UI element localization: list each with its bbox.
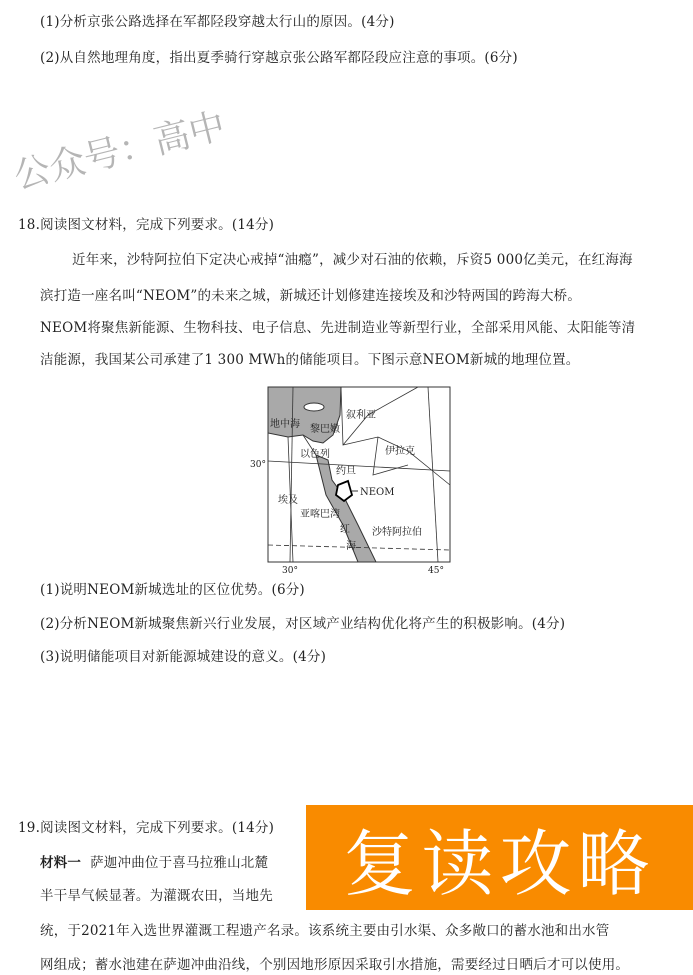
map-label-iraq: 伊拉克 bbox=[385, 446, 415, 457]
map-label-mediterranean: 地中海 bbox=[270, 419, 300, 430]
map-label-jordan: 约旦 bbox=[336, 466, 356, 477]
q18-para-line: 洁能源，我国某公司承建了1 300 MWh的储能项目。下图示意NEOM新城的地理位置。 bbox=[40, 352, 580, 368]
map-label-neom: NEOM bbox=[360, 487, 395, 498]
q19-line: 半干旱气候显著。为灌溉农田，当地先 bbox=[40, 888, 273, 904]
map-label-aqaba: 亚喀巴湾 bbox=[300, 509, 340, 520]
q18-header: 18.阅读图文材料，完成下列要求。(14分) bbox=[18, 217, 275, 233]
watermark: 公众号：高中 bbox=[9, 105, 230, 198]
lat-label: 30° bbox=[250, 460, 266, 470]
q18-sub1: (1)说明NEOM新城选址的区位优势。(6分) bbox=[40, 582, 305, 598]
q18-sub3: (3)说明储能项目对新能源城建设的意义。(4分) bbox=[40, 649, 327, 665]
map-label-syria: 叙利亚 bbox=[346, 410, 376, 421]
promo-banner: 复读攻略 bbox=[306, 805, 693, 910]
q18-para-line: 近年来，沙特阿拉伯下定决心戒掉“油瘾”，减少对石油的依赖，斥资5 000亿美元，在红海海 bbox=[72, 252, 633, 268]
map-label-red-sea: 海 bbox=[346, 541, 356, 552]
map-label-lebanon: 黎巴嫩 bbox=[310, 424, 340, 435]
q17-sub1: (1)分析京张公路选择在军都陉段穿越太行山的原因。(4分) bbox=[40, 14, 395, 30]
map-label-saudi: 沙特阿拉伯 bbox=[372, 527, 422, 538]
map-label-egypt: 埃及 bbox=[278, 495, 298, 506]
q19-line: 网组成；蓄水池建在萨迦冲曲沿线，个别因地形原因采取引水措施，需要经过日晒后才可以使用。 bbox=[40, 957, 630, 973]
neom-location-map bbox=[248, 385, 458, 575]
lon-label-right: 45° bbox=[428, 566, 444, 575]
q18-para-line: 滨打造一座名叫“NEOM”的未来之城，新城还计划修建连接埃及和沙特两国的跨海大桥。 bbox=[40, 288, 582, 304]
map-label-israel: 以色列 bbox=[300, 449, 330, 460]
q17-sub2: (2)从自然地理角度，指出夏季骑行穿越京张公路军都陉段应注意的事项。(6分) bbox=[40, 50, 518, 66]
q18-sub2: (2)分析NEOM新城聚焦新兴行业发展，对区域产业结构优化将产生的积极影响。(4分) bbox=[40, 616, 566, 632]
q19-line: 统，于2021年入选世界灌溉工程遗产名录。该系统主要由引水渠、众多敞口的蓄水池和出水管 bbox=[40, 923, 610, 939]
q18-para-line: NEOM将聚焦新能源、生物科技、电子信息、先进制造业等新型行业，全部采用风能、太阳能等清 bbox=[40, 320, 636, 336]
q19-line: 萨迦冲曲位于喜马拉雅山北麓 bbox=[90, 855, 269, 871]
lon-label-left: 30° bbox=[282, 566, 298, 575]
q19-header: 19.阅读图文材料，完成下列要求。(14分) bbox=[18, 820, 275, 836]
map-label-red-sea: 红 bbox=[340, 524, 350, 535]
material-label: 材料一 bbox=[40, 855, 82, 871]
